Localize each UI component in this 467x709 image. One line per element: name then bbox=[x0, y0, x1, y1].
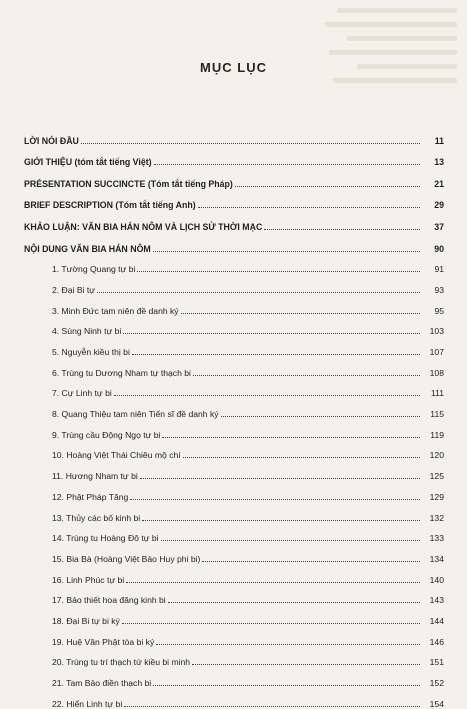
dot-leader bbox=[114, 395, 420, 396]
toc-page-number: 120 bbox=[429, 450, 444, 461]
toc-page-number: 21 bbox=[434, 178, 444, 189]
toc-item-entry bbox=[24, 336, 444, 357]
toc-item-entry bbox=[24, 481, 444, 502]
toc-page-number: 103 bbox=[429, 326, 444, 337]
toc-page-number: 132 bbox=[429, 512, 444, 523]
toc-entry-title: BRIEF DESCRIPTION (Tóm tắt tiếng Anh) bbox=[24, 200, 196, 211]
toc-entry-title: NỘI DUNG VĂN BIA HÁN NÔM bbox=[24, 243, 151, 254]
toc-section-entry bbox=[24, 210, 444, 232]
toc-entry-title: 11. Hương Nham tự bi bbox=[52, 471, 138, 482]
dot-leader bbox=[192, 664, 420, 665]
toc-entry-title: 12. Phật Pháp Tăng bbox=[52, 491, 129, 502]
toc-entry-title: 9. Trùng cầu Động Ngọ tự bi bbox=[52, 429, 161, 440]
toc-entry-title: 5. Nguyễn kiều thị bi bbox=[52, 347, 130, 357]
toc-page-number: 90 bbox=[434, 243, 444, 254]
toc-page-number: 11 bbox=[434, 135, 444, 146]
bleed-through-text bbox=[312, 0, 467, 95]
toc-entry-title: 22. Hiển Linh tự bi bbox=[52, 698, 123, 709]
toc-entry-title: 2. Đại Bi tự bbox=[52, 284, 96, 295]
toc-page-number: 111 bbox=[430, 388, 444, 399]
toc-item-entry bbox=[24, 502, 444, 523]
toc-entry-title: 1. Tường Quang tự bi bbox=[52, 264, 136, 275]
toc-page-number: 115 bbox=[430, 409, 444, 420]
toc-page-number: 143 bbox=[429, 595, 444, 606]
toc-item-entry bbox=[24, 647, 444, 668]
toc-entry-title: 21. Tam Bảo điền thạch bi bbox=[52, 678, 152, 688]
toc-page-number: 13 bbox=[434, 157, 444, 168]
dot-leader bbox=[156, 644, 420, 645]
toc-page-number: 152 bbox=[429, 678, 444, 688]
dot-leader bbox=[168, 602, 420, 603]
toc-section-entry bbox=[24, 167, 444, 189]
dot-leader bbox=[154, 164, 420, 165]
toc-page-number: 119 bbox=[430, 429, 444, 440]
dot-leader bbox=[183, 457, 420, 458]
toc-page-number: 93 bbox=[434, 284, 444, 295]
toc-page-number: 107 bbox=[429, 347, 444, 357]
toc-page-number: 95 bbox=[434, 305, 444, 316]
dot-leader bbox=[132, 354, 420, 355]
dot-leader bbox=[162, 437, 420, 438]
table-of-contents bbox=[24, 124, 444, 709]
toc-entry-title: LỜI NÓI ĐẦU bbox=[24, 135, 79, 146]
toc-entry-title: 6. Trùng tu Dương Nham tự thạch bi bbox=[52, 367, 191, 378]
toc-item-entry bbox=[24, 357, 444, 378]
dot-leader bbox=[181, 313, 420, 314]
page-title: MỤC LỤC bbox=[200, 60, 267, 75]
toc-entry-title: 19. Huệ Vân Phật tòa bi ký bbox=[52, 636, 155, 647]
dot-leader bbox=[123, 333, 420, 334]
toc-item-entry bbox=[24, 440, 444, 461]
toc-item-entry bbox=[24, 585, 444, 606]
toc-section-entry bbox=[24, 189, 444, 211]
dot-leader bbox=[153, 251, 420, 252]
toc-entry-title: 13. Thủy các bố kinh bi bbox=[52, 512, 141, 523]
toc-item-entry bbox=[24, 688, 444, 709]
toc-page-number: 108 bbox=[429, 367, 444, 378]
toc-entry-title: 17. Bảo thiết hoa đăng kinh bi bbox=[52, 595, 166, 606]
toc-page-number: 154 bbox=[429, 698, 444, 709]
dot-leader bbox=[126, 582, 420, 583]
toc-item-entry bbox=[24, 667, 444, 688]
toc-page-number: 146 bbox=[429, 636, 444, 647]
toc-page-number: 129 bbox=[429, 491, 444, 502]
toc-item-entry bbox=[24, 523, 444, 544]
dot-leader bbox=[153, 685, 420, 686]
toc-item-entry bbox=[24, 254, 444, 275]
toc-entry-title: PRÉSENTATION SUCCINCTE (Tóm tắt tiếng Pháp) bbox=[24, 178, 233, 189]
dot-leader bbox=[140, 478, 420, 479]
dot-leader bbox=[122, 623, 420, 624]
toc-entry-title: 18. Đại Bi tự bi ký bbox=[52, 615, 120, 626]
toc-entry-title: 15. Bia Bà (Hoàng Việt Bảo Huy phi bi) bbox=[52, 553, 201, 564]
toc-entry-title: 4. Sùng Ninh tự bi bbox=[52, 326, 122, 337]
toc-item-entry bbox=[24, 564, 444, 585]
toc-item-entry bbox=[24, 378, 444, 399]
toc-item-entry bbox=[24, 460, 444, 481]
dot-leader bbox=[81, 143, 420, 144]
dot-leader bbox=[124, 706, 420, 707]
toc-item-entry bbox=[24, 605, 444, 626]
toc-section-entry bbox=[24, 124, 444, 146]
dot-leader bbox=[202, 561, 420, 562]
toc-entry-title: 16. Linh Phúc tự bi bbox=[52, 574, 125, 585]
toc-entry-title: 3. Minh Đức tam niên đề danh ký bbox=[52, 305, 179, 316]
toc-item-entry bbox=[24, 295, 444, 316]
toc-entry-title: 10. Hoàng Việt Thái Chiêu mộ chí bbox=[52, 450, 181, 461]
dot-leader bbox=[130, 499, 420, 500]
toc-entry-title: 7. Cự Linh tự bi bbox=[52, 388, 112, 399]
toc-section-entry bbox=[24, 146, 444, 168]
toc-entry-title: 8. Quang Thiệu tam niên Tiến sĩ đề danh ký bbox=[52, 409, 219, 420]
dot-leader bbox=[193, 375, 420, 376]
toc-page-number: 151 bbox=[429, 657, 444, 668]
toc-entry-title: KHẢO LUẬN: VĂN BIA HÁN NÔM VÀ LỊCH SỬ THỜI MẠC bbox=[24, 221, 263, 232]
dot-leader bbox=[264, 229, 420, 230]
toc-item-entry bbox=[24, 626, 444, 647]
toc-item-entry bbox=[24, 419, 444, 440]
toc-item-entry bbox=[24, 398, 444, 419]
dot-leader bbox=[161, 540, 420, 541]
toc-page-number: 133 bbox=[429, 533, 444, 544]
toc-page-number: 144 bbox=[429, 615, 444, 626]
dot-leader bbox=[221, 416, 420, 417]
toc-item-entry bbox=[24, 316, 444, 337]
toc-item-entry bbox=[24, 543, 444, 564]
toc-section-entry bbox=[24, 232, 444, 254]
toc-page-number: 125 bbox=[429, 471, 444, 482]
toc-page-number: 37 bbox=[434, 221, 444, 232]
dot-leader bbox=[235, 186, 420, 187]
toc-entry-title: 14. Trùng tu Hoàng Đô tự bi bbox=[52, 533, 159, 544]
toc-entry-title: 20. Trùng tu trí thạch tứ kiều bi minh bbox=[52, 657, 191, 668]
dot-leader bbox=[142, 520, 420, 521]
toc-page-number: 29 bbox=[434, 200, 444, 211]
toc-page-number: 91 bbox=[434, 264, 444, 275]
dot-leader bbox=[97, 292, 420, 293]
dot-leader bbox=[198, 207, 420, 208]
dot-leader bbox=[137, 271, 420, 272]
toc-item-entry bbox=[24, 274, 444, 295]
toc-entry-title: GIỚI THIỆU (tóm tắt tiếng Việt) bbox=[24, 157, 152, 168]
toc-page-number: 140 bbox=[429, 574, 444, 585]
toc-page-number: 134 bbox=[429, 553, 444, 564]
